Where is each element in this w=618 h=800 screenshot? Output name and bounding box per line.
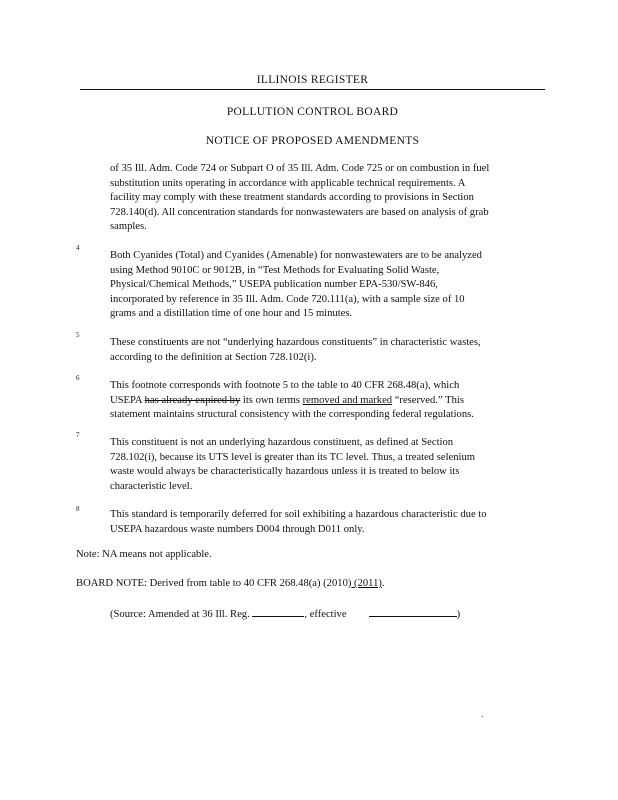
text-run: (Source: Amended at 36 Ill. Reg. — [110, 609, 253, 620]
footnote-number: 4 — [76, 244, 80, 252]
text-run: USEPA — [110, 394, 145, 406]
inserted-text: (2011) — [351, 578, 382, 589]
footnote-line: This constituent is not an underlying hazardous constituent, as defined at Section — [110, 437, 454, 448]
scan-speck — [482, 716, 483, 717]
footnote-line: statement maintains structural consistency with the corresponding federal regulations. — [110, 409, 474, 421]
continuation-paragraph — [110, 162, 489, 235]
board-name: POLLUTION CONTROL BOARD — [226, 106, 399, 118]
footnote-line: USEPA hazardous waste numbers D004 through D011 only. — [110, 523, 365, 535]
text-run: . — [381, 578, 385, 589]
text-run: its own terms — [240, 394, 303, 406]
inserted-text: removed and marked — [302, 394, 393, 406]
footnote-line: using Method 9010C or 9012B, in “Test Methods for Evaluating Solid Waste, — [110, 264, 440, 276]
na-note: Note: NA means not applicable. — [76, 549, 212, 560]
header-rule — [80, 89, 545, 90]
footnote-line — [110, 394, 474, 409]
text-run: , effective — [304, 609, 347, 620]
footnote-8 — [110, 508, 487, 537]
source-line — [110, 606, 460, 623]
footnote-number: 8 — [76, 505, 80, 513]
footnote-line: Both Cyanides (Total) and Cyanides (Amenable) for nonwastewaters are to be analyzed — [110, 250, 482, 261]
footnote-line: according to the definition at Section 728.102(i). — [110, 351, 317, 363]
footnote-line: 728.102(i), because its UTS level is greater than its TC level. Thus, a treated selenium — [110, 451, 475, 463]
effective-date-blank — [369, 606, 457, 617]
footnote-line: This footnote corresponds with footnote 5 to the table to 40 CFR 268.48(a), which — [110, 380, 460, 391]
footnote-line: incorporated by reference in 35 Ill. Adm. Code 720.111(a), with a sample size of 10 — [110, 293, 465, 305]
footnote-7 — [110, 436, 475, 494]
paragraph-line: facility may comply with these treatment standards according to provisions in Section — [110, 192, 474, 204]
board-note — [76, 577, 385, 592]
footnote-number: 7 — [76, 431, 80, 439]
text-run: ) — [456, 609, 461, 620]
footnote-line: grams and a distillation time of one hour and 15 minutes. — [110, 308, 353, 320]
text-run: “reserved.” This — [392, 394, 464, 406]
notice-title: NOTICE OF PROPOSED AMENDMENTS — [205, 135, 420, 147]
paragraph-line: 728.140(d). All concentration standards for nonwastewaters are based on analysis of grab — [110, 206, 489, 218]
register-title: ILLINOIS REGISTER — [256, 74, 369, 86]
footnote-line: characteristic level. — [110, 480, 193, 492]
footnote-line: waste would always be characteristically hazardous unless it is treated to below its — [110, 466, 460, 478]
footnote-line: These constituents are not “underlying hazardous constituents” in characteristic wastes, — [110, 337, 481, 348]
footnote-line: This standard is temporarily deferred for soil exhibiting a hazardous characteristic due to — [110, 509, 487, 520]
paragraph-line: substitution units operating in accordance with applicable technical requirements. A — [110, 177, 466, 189]
footnote-number: 5 — [76, 331, 80, 339]
footnote-number: 6 — [76, 374, 80, 382]
paragraph-line: of 35 Ill. Adm. Code 724 or Subpart O of 35 Ill. Adm. Code 725 or on combustion in fuel — [110, 163, 490, 174]
footnote-line: Physical/Chemical Methods,” USEPA publication number EPA-530/SW-846, — [110, 279, 438, 291]
paragraph-line: samples. — [110, 221, 147, 233]
text-run: BOARD NOTE: Derived from table to 40 CFR 268.48(a) (2010) — [76, 578, 352, 589]
reg-page-blank — [252, 606, 304, 617]
footnote-5 — [110, 336, 481, 365]
footnote-4 — [110, 249, 482, 322]
struck-text: has already expired by — [144, 394, 241, 406]
footnote-6 — [110, 379, 474, 423]
